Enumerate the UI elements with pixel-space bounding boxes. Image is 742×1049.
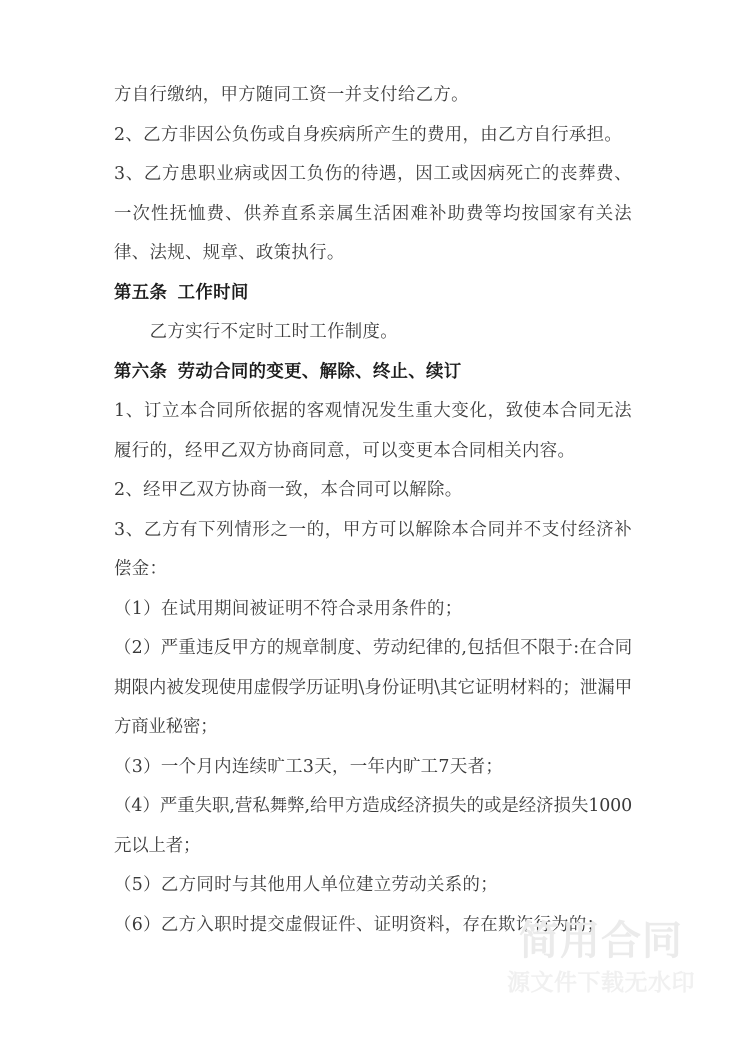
paragraph-clause4-item2: 2、乙方非因公负伤或自身疾病所产生的费用，由乙方自行承担。 (114, 124, 623, 145)
watermark-subtitle-text: 源文件下载无水印 (507, 969, 695, 996)
paragraph-clause4-continued: 方自行缴纳，甲方随同工资一并支付给乙方。 (114, 85, 469, 105)
paragraph-clause4-item3: 3、乙方患职业病或因工负伤的待遇，因工或因病死亡的丧葬费、一次性抚恤费、供养直系亲属生活困难补助费等均按国家有关法律、法规、规章、政策执行。 (114, 164, 632, 263)
paragraph-article6-item3: 3、乙方有下列情形之一的，甲方可以解除本合同并不支付经济补偿金： (114, 519, 632, 579)
paragraph-article6-item3-sub4: （4）严重失职,营私舞弊,给甲方造成经济损失的或是经济损失1000元以上者； (114, 796, 632, 856)
document-text-body (114, 76, 632, 945)
heading-article-6-title: 劳动合同的变更、解除、终止、续订 (177, 361, 462, 382)
heading-article-5-number: 第五条 (114, 282, 168, 303)
paragraph-article6-item2: 2、经甲乙双方协商一致，本合同可以解除。 (114, 480, 463, 500)
paragraph-article6-item1: 1、订立本合同所依据的客观情况发生重大变化，致使本合同无法履行的，经甲乙双方协商同意，可以变更本合同相关内容。 (114, 401, 632, 461)
heading-article-5 (114, 274, 632, 314)
heading-article-5-title: 工作时间 (177, 282, 249, 303)
paragraph-article6-item3-sub2: （2）严重违反甲方的规章制度、劳动纪律的,包括但不限于:在合同期限内被发现使用虚假学历证明\身份证明\其它证明材料的；泄漏甲方商业秘密； (114, 638, 632, 737)
paragraph-article6-item3-sub5: （5）乙方同时与其他用人单位建立劳动关系的； (114, 875, 498, 895)
paragraph-article6-item3-sub3: （3）一个月内连续旷工3天，一年内旷工7天者； (114, 756, 504, 777)
heading-article-6 (114, 353, 632, 393)
watermark-brand-text: 简用合同 (519, 917, 683, 964)
paragraph-article6-item3-sub6: （6）乙方入职时提交虚假证件、证明资料，存在欺诈行为的； (114, 914, 605, 935)
paragraph-article6-item3-sub1: （1）在试用期间被证明不符合录用条件的； (114, 598, 463, 619)
heading-article-6-number: 第六条 (114, 361, 168, 382)
paragraph-article5-body: 乙方实行不定时工时工作制度。 (149, 322, 399, 342)
